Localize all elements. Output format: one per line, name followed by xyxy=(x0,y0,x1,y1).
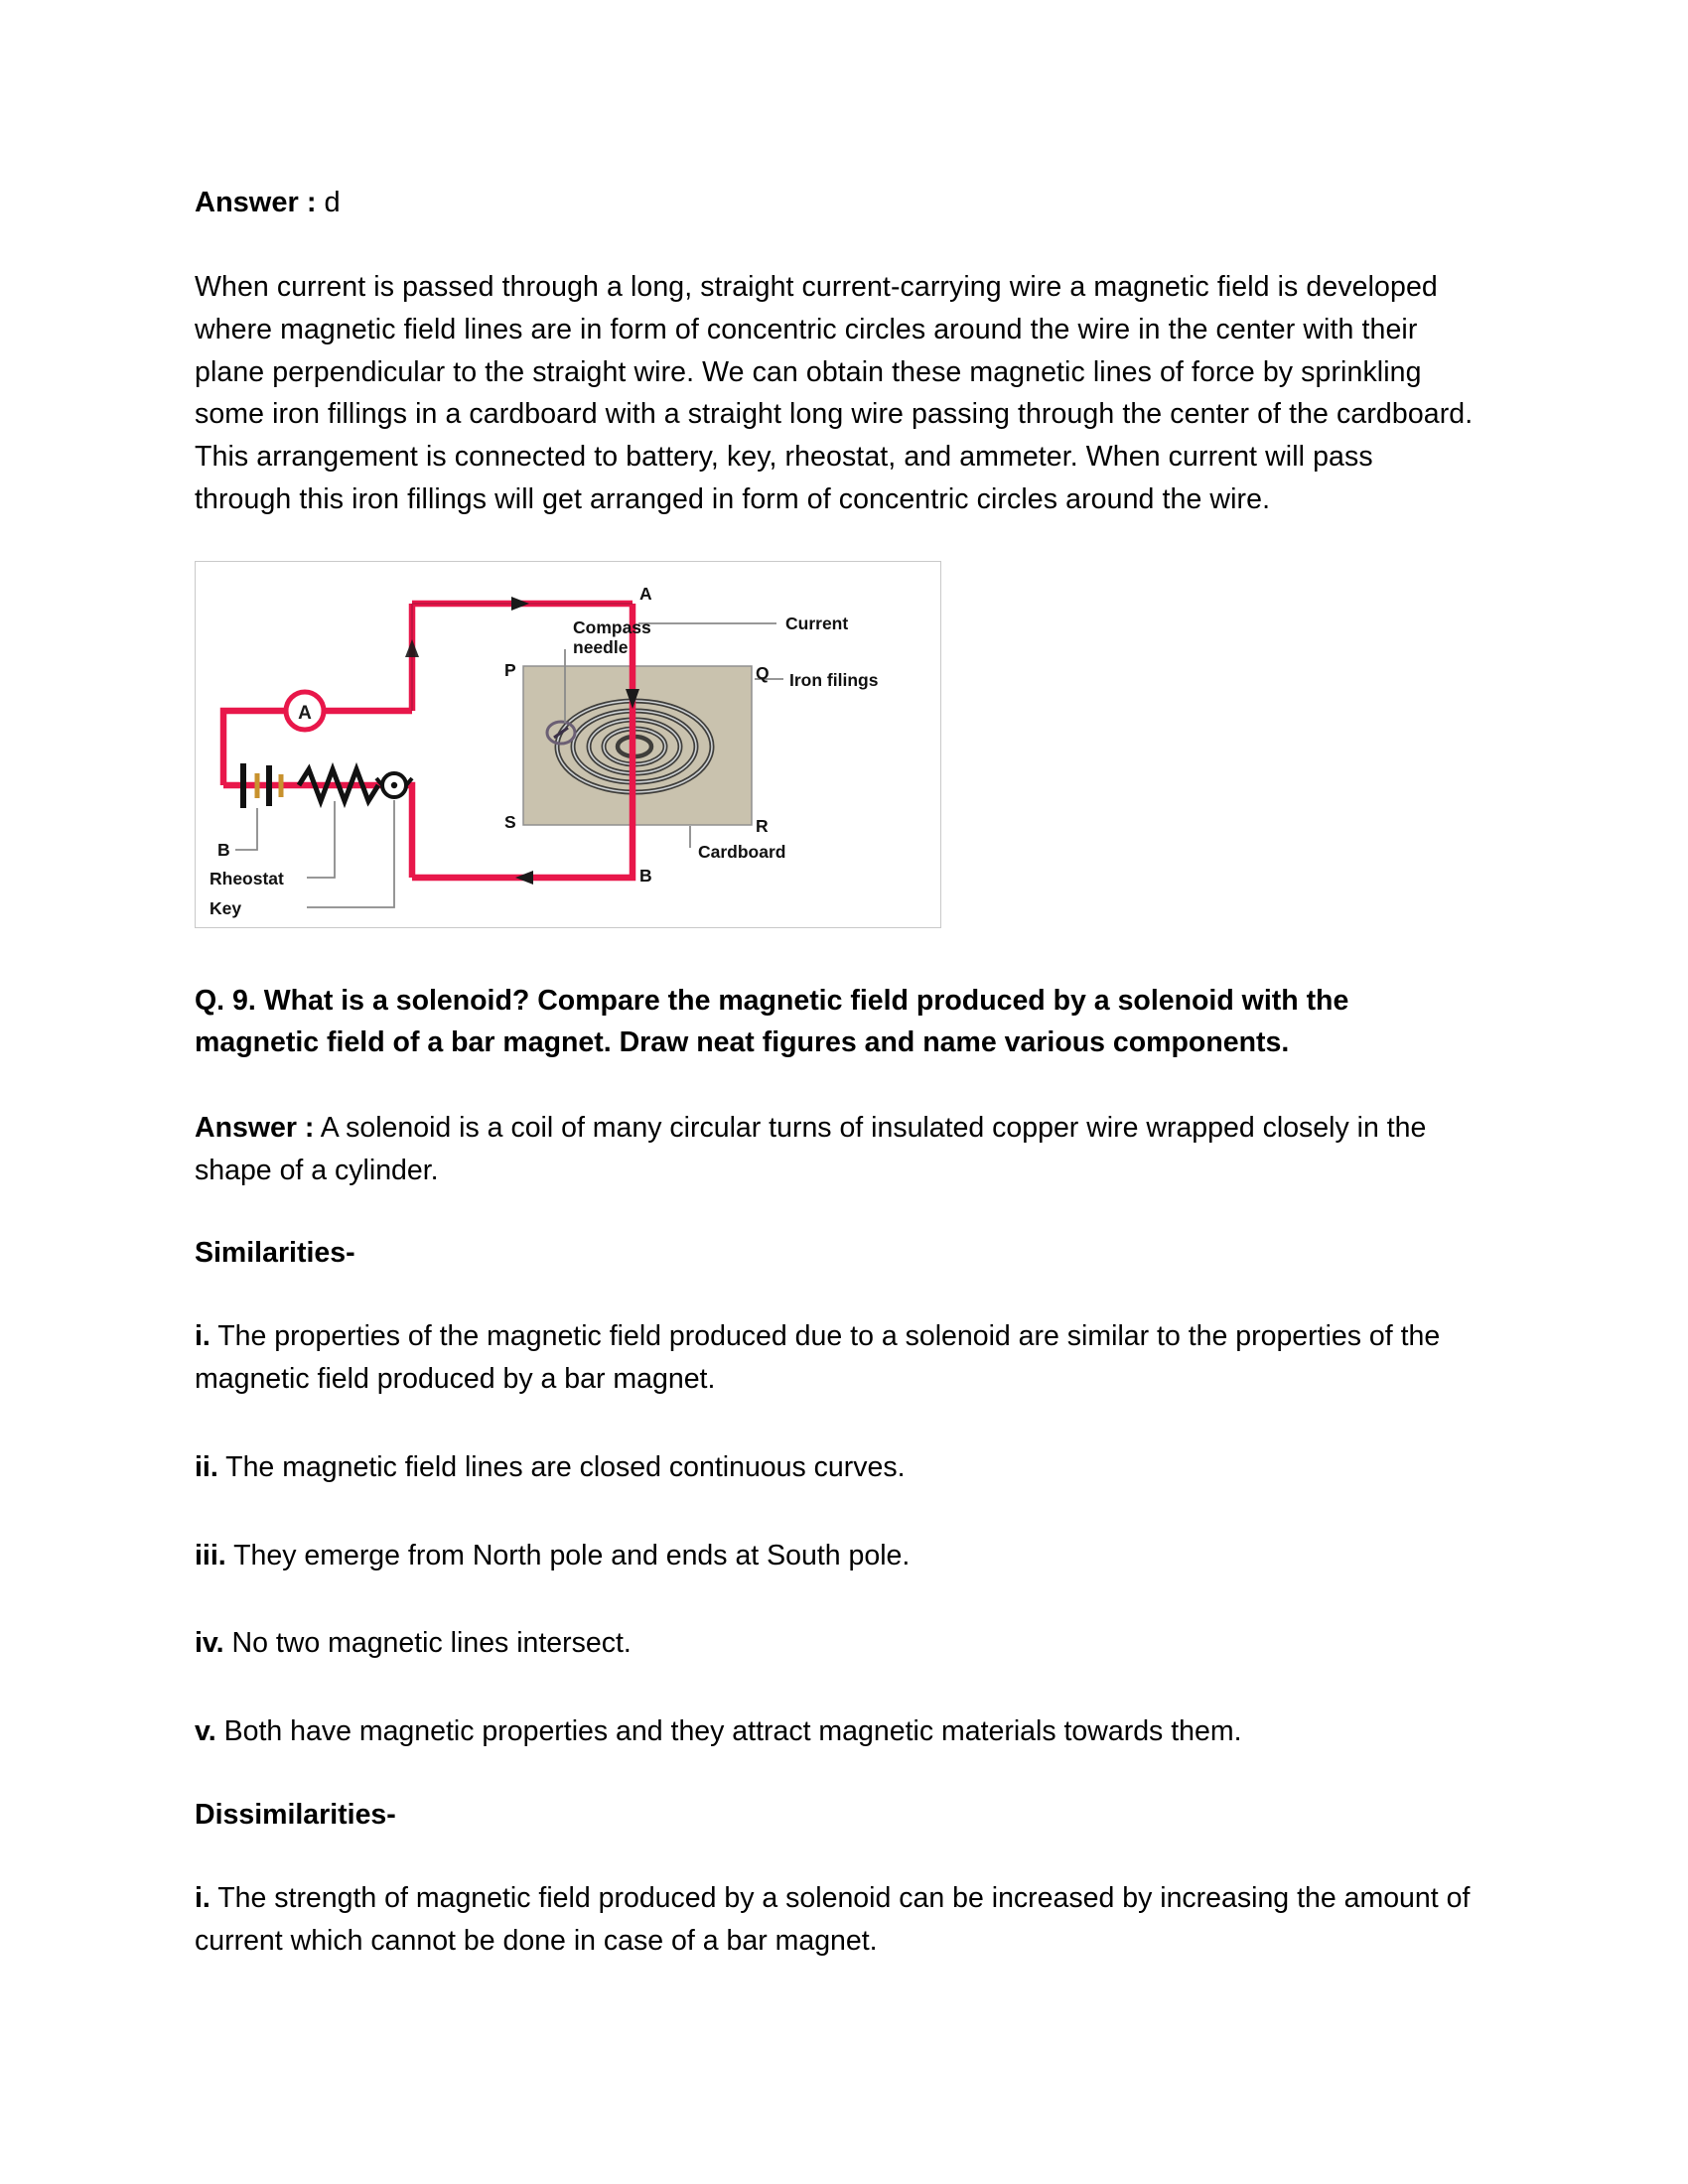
label-corner-s: S xyxy=(504,811,516,832)
label-key: Key xyxy=(210,897,242,918)
list-item xyxy=(195,1315,1477,1401)
list-marker: i. xyxy=(195,1320,211,1353)
list-text: The strength of magnetic field produced by a solenoid can be increased by increasing the amount of current which cannot be done in case of a bar magnet. xyxy=(195,1881,1471,1957)
similarities-heading-text: Similarities- xyxy=(195,1237,355,1270)
label-point-b: B xyxy=(639,865,652,886)
ammeter-symbol xyxy=(286,692,324,730)
ammeter-label: A xyxy=(298,702,312,724)
label-point-a: A xyxy=(639,583,652,604)
key-symbol xyxy=(376,773,412,797)
question-heading: Q. 9. What is a solenoid? Compare the magnetic field produced by a solenoid with the magnetic field of a bar magnet. Draw neat figures and name various components. xyxy=(195,984,1349,1058)
figure-magnetic-field-experiment xyxy=(195,561,1477,928)
dissimilarities-heading xyxy=(195,1799,1477,1832)
list-text: No two magnetic lines intersect. xyxy=(231,1627,632,1660)
list-marker: v. xyxy=(195,1715,216,1748)
list-marker: iii. xyxy=(195,1539,226,1571)
similarities-heading xyxy=(195,1237,1477,1270)
list-item xyxy=(195,1446,1477,1489)
label-rheostat: Rheostat xyxy=(210,868,284,888)
list-item xyxy=(195,1710,1477,1753)
list-marker: iv. xyxy=(195,1627,224,1660)
answer-label: Answer : xyxy=(195,187,317,218)
answer-paragraph xyxy=(195,1107,1477,1192)
label-corner-p: P xyxy=(504,659,516,680)
figure-border xyxy=(195,561,941,928)
label-battery: B xyxy=(217,839,230,860)
label-compass-needle-line2: needle xyxy=(573,636,629,657)
answer2-text: A solenoid is a coil of many circular turns of insulated copper wire wrapped closely in the shape of a cylinder. xyxy=(195,1111,1427,1186)
list-text: Both have magnetic properties and they attract magnetic materials towards them. xyxy=(223,1715,1242,1748)
answer-heading xyxy=(195,184,1477,222)
list-marker: ii. xyxy=(195,1450,218,1483)
list-item xyxy=(195,1535,1477,1577)
circuit-diagram-svg xyxy=(196,562,940,927)
explanation-paragraph: When current is passed through a long, straight current-carrying wire a magnetic field is developed where magnetic field lines are in form of concentric circles around the wire in the center with their plane perpendicular to the straight wire. We can obtain these magnetic lines of force by sprinkling some iron fillings in a cardboard with a straight long wire passing through the center of the cardboard. This arrangement is connected to battery, key, rheostat, and ammeter. When current will pass through this iron fillings will get arranged in form of concentric circles around the wire. xyxy=(195,271,1474,515)
label-iron-filings: Iron filings xyxy=(789,669,879,690)
label-corner-q: Q xyxy=(756,662,770,683)
list-text: The magnetic field lines are closed continuous curves. xyxy=(225,1450,906,1483)
label-compass-needle-line1: Compass xyxy=(573,616,651,637)
list-item xyxy=(195,1622,1477,1665)
label-current: Current xyxy=(785,613,849,633)
label-cardboard: Cardboard xyxy=(698,841,786,862)
list-text: The properties of the magnetic field produced due to a solenoid are similar to the properties of the magnetic field produced by a bar magnet. xyxy=(195,1320,1441,1396)
document-content xyxy=(195,184,1477,2007)
list-text: They emerge from North pole and ends at South pole. xyxy=(233,1539,911,1571)
answer2-label: Answer : xyxy=(195,1111,315,1144)
label-corner-r: R xyxy=(756,815,769,836)
answer-value: d xyxy=(324,187,341,218)
list-item xyxy=(195,1877,1477,1963)
list-marker: i. xyxy=(195,1881,211,1914)
dissimilarities-heading-text: Dissimilarities- xyxy=(195,1798,396,1831)
